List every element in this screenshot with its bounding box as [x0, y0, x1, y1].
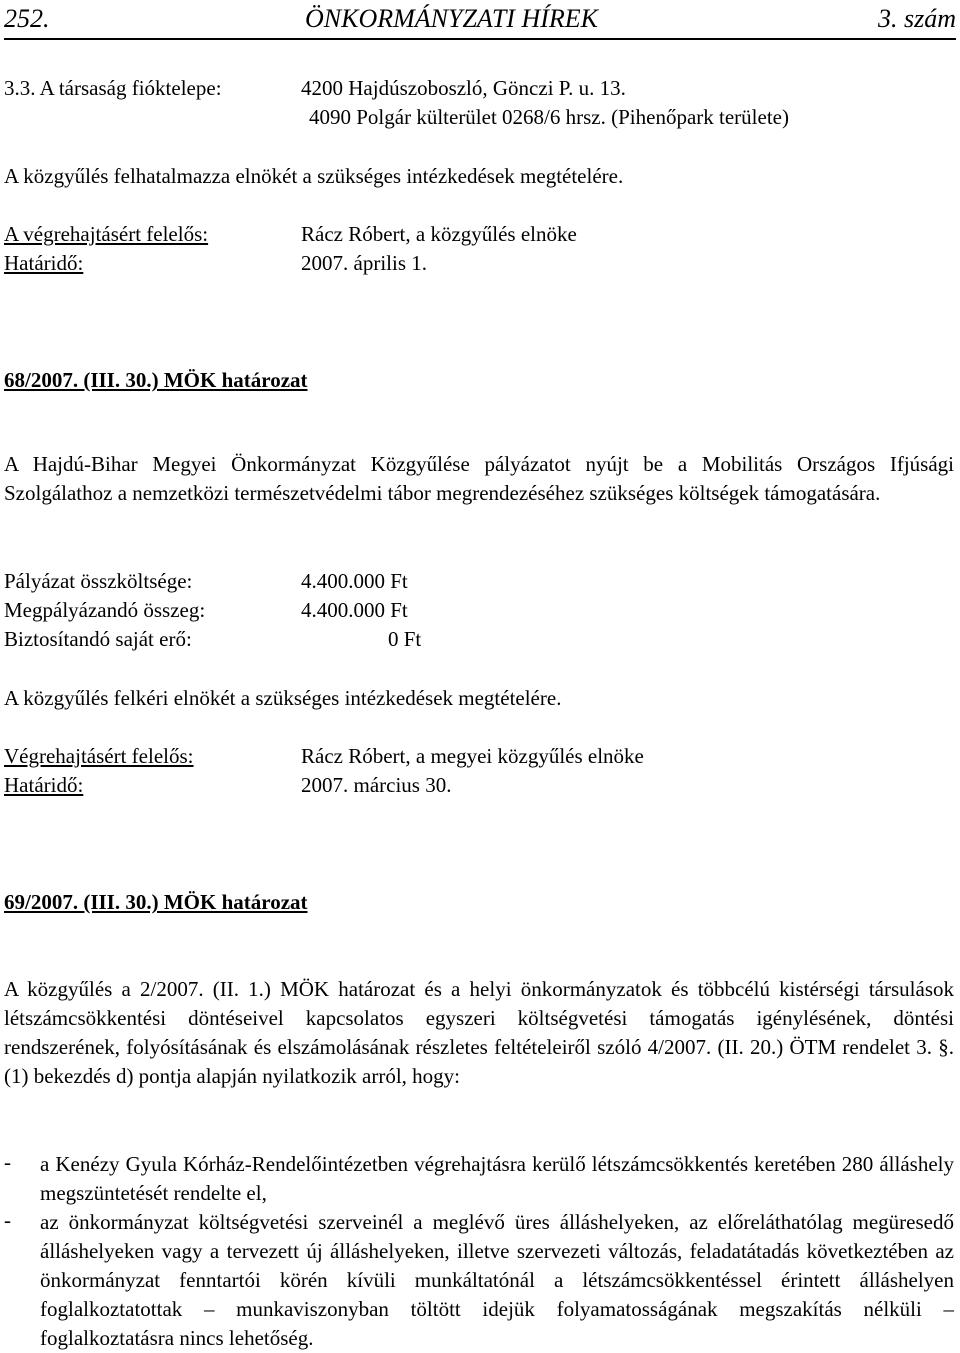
- responsible-label: Végrehajtásért felelős:: [4, 744, 194, 768]
- responsible-value: Rácz Róbert, a közgyűlés elnöke: [301, 222, 577, 246]
- cost-value: 4.400.000 Ft: [301, 598, 408, 622]
- responsible-value: Rácz Róbert, a megyei közgyűlés elnöke: [301, 744, 644, 768]
- cost-value: 0 Ft: [388, 627, 422, 651]
- resolution-69-body: A közgyűlés a 2/2007. (II. 1.) MÖK határozat és a helyi önkormányzatok és többcélú kistérségi társulások létszámcsökkentési döntéseivel kapcsolatos egyszeri költségvetési támogatás igénylésének, döntési rendszerének, folyósításának és elszámolásának részletes feltételeiről szóló 4/2007. (II. 20.) ÖTM rendelet 3. §. (1) bekezdés d) pontja alapján nyilatkozik arról, hogy:: [4, 977, 954, 1088]
- cost-label: Pályázat összköltsége:: [4, 569, 193, 593]
- cost-value: 4.400.000 Ft: [301, 569, 408, 593]
- authorize-text: A közgyűlés felhatalmazza elnökét a szükséges intézkedések megtételére.: [4, 164, 624, 188]
- list-item-dash: -: [4, 1208, 11, 1232]
- page-number: 252.: [4, 4, 50, 33]
- branch-address-1: 4200 Hajdúszoboszló, Gönczi P. u. 13.: [301, 76, 626, 100]
- publication-title: ÖNKORMÁNYZATI HÍREK: [305, 4, 598, 33]
- resolution-69-title: 69/2007. (III. 30.) MÖK határozat: [4, 890, 308, 914]
- deadline-value: 2007. április 1.: [301, 251, 427, 275]
- deadline-value: 2007. március 30.: [301, 773, 452, 797]
- resolution-68-title: 68/2007. (III. 30.) MÖK határozat: [4, 368, 308, 392]
- request-text: A közgyűlés felkéri elnökét a szükséges intézkedések megtételére.: [4, 686, 562, 710]
- page-header: [4, 2, 956, 40]
- list-item: az önkormányzat költségvetési szerveinél a meglévő üres álláshelyeken, az előreláthatólag megüresedő álláshelyeken vagy a tervezett új álláshelyeken, illetve szervezeti változás, feladatátadás következtében az önkormányzat fenntartói körén kívüli munkáltatónál a létszámcsökkentéssel érintett álláshelyen foglalkoztatottak – munkaviszonyban töltött idejük folyamatosságának megszakítás nélküli – foglalkoztatásra nincs lehetőség.: [40, 1210, 954, 1350]
- resolution-68-body: A Hajdú-Bihar Megyei Önkormányzat Közgyűlése pályázatot nyújt be a Mobilitás Országos Ifjúsági Szolgálathoz a nemzetközi természetvédelmi tábor megrendezéséhez szükséges költségek támogatására.: [4, 452, 954, 505]
- deadline-label: Határidő:: [4, 251, 84, 275]
- branch-label: 3.3. A társaság fióktelepe:: [4, 76, 222, 100]
- responsible-label: A végrehajtásért felelős:: [4, 222, 209, 246]
- list-item: a Kenézy Gyula Kórház-Rendelőintézetben végrehajtásra kerülő létszámcsökkentés keretében 280 álláshely megszüntetését rendelte el,: [40, 1152, 954, 1205]
- issue-number: 3. szám: [877, 4, 956, 33]
- deadline-label: Határidő:: [4, 773, 84, 797]
- list-item-dash: -: [4, 1150, 11, 1174]
- cost-label: Biztosítandó saját erő:: [4, 627, 192, 651]
- cost-label: Megpályázandó összeg:: [4, 598, 206, 622]
- branch-address-2: 4090 Polgár külterület 0268/6 hrsz. (Pihenőpark területe): [309, 105, 789, 129]
